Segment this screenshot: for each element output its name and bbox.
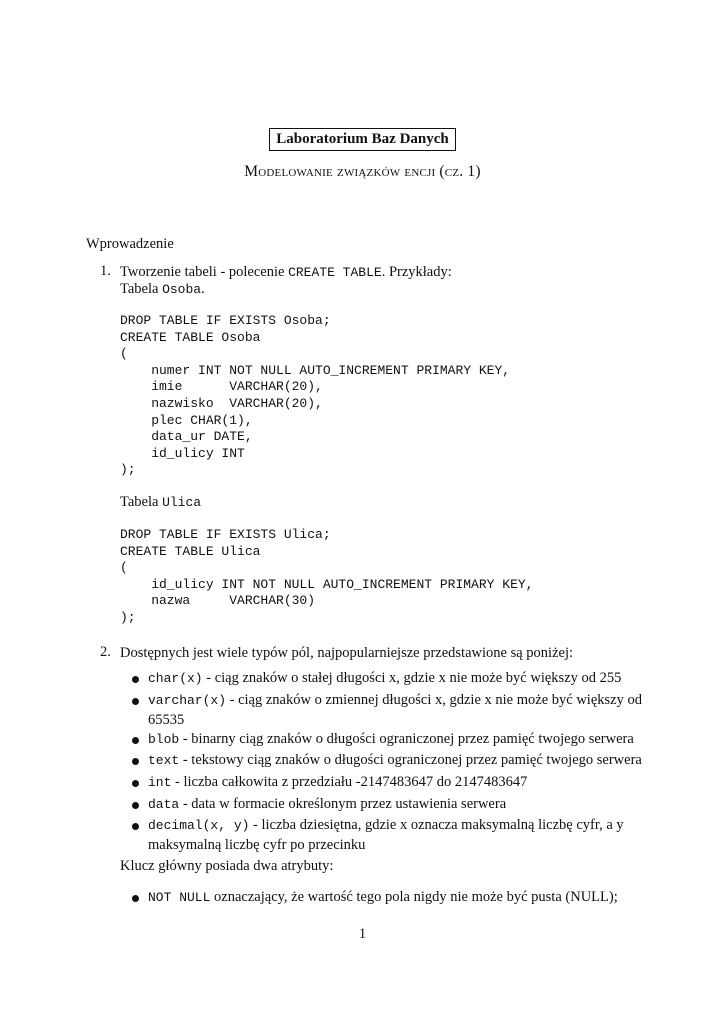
- type-desc: - liczba dziesiętna, gdzie x oznacza maksymalną liczbę cyfr, a y maksymalną liczbę cyfr po przecinku: [148, 817, 624, 853]
- item-1-number: 1.: [100, 263, 111, 279]
- ulica-label: [120, 493, 201, 512]
- osoba-label: [120, 280, 205, 299]
- bullet-icon: [132, 823, 139, 830]
- type-code: varchar(x): [148, 693, 227, 708]
- type-desc: - data w formacie określonym przez ustawienia serwera: [179, 796, 507, 812]
- type-code: data: [148, 797, 180, 812]
- bullet-icon: [132, 698, 139, 705]
- bullet-icon: [132, 780, 139, 787]
- item-2-number: 2.: [100, 644, 111, 660]
- document-subtitle: Modelowanie związków encji (cz. 1): [244, 163, 481, 180]
- list-item: [148, 751, 648, 771]
- osoba-label-pre: Tabela: [120, 281, 163, 297]
- list-item: [148, 888, 648, 908]
- type-desc: - liczba całkowita z przedziału -2147483647 do 2147483647: [171, 774, 528, 790]
- bullet-icon: [132, 676, 139, 683]
- item-1-text-a: Tworzenie tabeli - polecenie: [120, 264, 289, 280]
- bullet-icon: [132, 758, 139, 765]
- type-code: text: [148, 753, 180, 768]
- list-item: [148, 669, 648, 689]
- ulica-label-code: Ulica: [162, 495, 202, 510]
- document-title: [0, 128, 725, 151]
- bullet-icon: [132, 737, 139, 744]
- type-code: blob: [148, 732, 180, 747]
- page-number: 1: [358, 926, 367, 942]
- item-1-code-a: CREATE TABLE: [288, 265, 382, 280]
- type-desc: - ciąg znaków o zmiennej długości x, gdzie x nie może być większy od 65535: [148, 692, 642, 728]
- type-code: decimal(x, y): [148, 818, 250, 833]
- type-desc: - ciąg znaków o stałej długości x, gdzie x nie może być większy od 255: [202, 670, 622, 686]
- key-intro: Klucz główny posiada dwa atrybuty:: [120, 858, 334, 874]
- section-heading: Wprowadzenie: [86, 236, 174, 252]
- type-code: int: [148, 775, 172, 790]
- item-2-text: Dostępnych jest wiele typów pól, najpopularniejsze przedstawione są poniżej:: [120, 645, 573, 661]
- code-block-ulica: DROP TABLE IF EXISTS Ulica; CREATE TABLE Ulica ( id_ulicy INT NOT NULL AUTO_INCREMENT PRIMARY KEY, nazwa VARCHAR(30) );: [120, 527, 534, 625]
- code-block-osoba: DROP TABLE IF EXISTS Osoba; CREATE TABLE Osoba ( numer INT NOT NULL AUTO_INCREMENT PRIMARY KEY, imie VARCHAR(20), nazwisko VARCHAR(20), plec CHAR(1), data_ur DATE, id_ulicy INT );: [120, 313, 511, 478]
- title-text: Laboratorium Baz Danych: [269, 128, 456, 151]
- list-item: [148, 730, 648, 750]
- list-item: [148, 773, 648, 793]
- list-item: [148, 691, 648, 729]
- osoba-label-code: Osoba: [162, 282, 202, 297]
- key-attr-desc: oznaczający, że wartość tego pola nigdy nie może być pusta (NULL);: [210, 889, 618, 905]
- osoba-label-post: .: [201, 281, 205, 297]
- bullet-icon: [132, 895, 139, 902]
- type-code: char(x): [148, 671, 203, 686]
- type-desc: - binarny ciąg znaków o długości ograniczonej przez pamięć twojego serwera: [179, 731, 634, 747]
- type-desc: - tekstowy ciąg znaków o długości ograniczonej przez pamięć twojego serwera: [179, 752, 642, 768]
- list-item: [148, 795, 648, 815]
- key-attr-code: NOT NULL: [148, 890, 211, 905]
- list-item: [148, 816, 648, 854]
- item-1-text-b: . Przykłady:: [381, 264, 452, 280]
- bullet-icon: [132, 802, 139, 809]
- ulica-label-pre: Tabela: [120, 494, 163, 510]
